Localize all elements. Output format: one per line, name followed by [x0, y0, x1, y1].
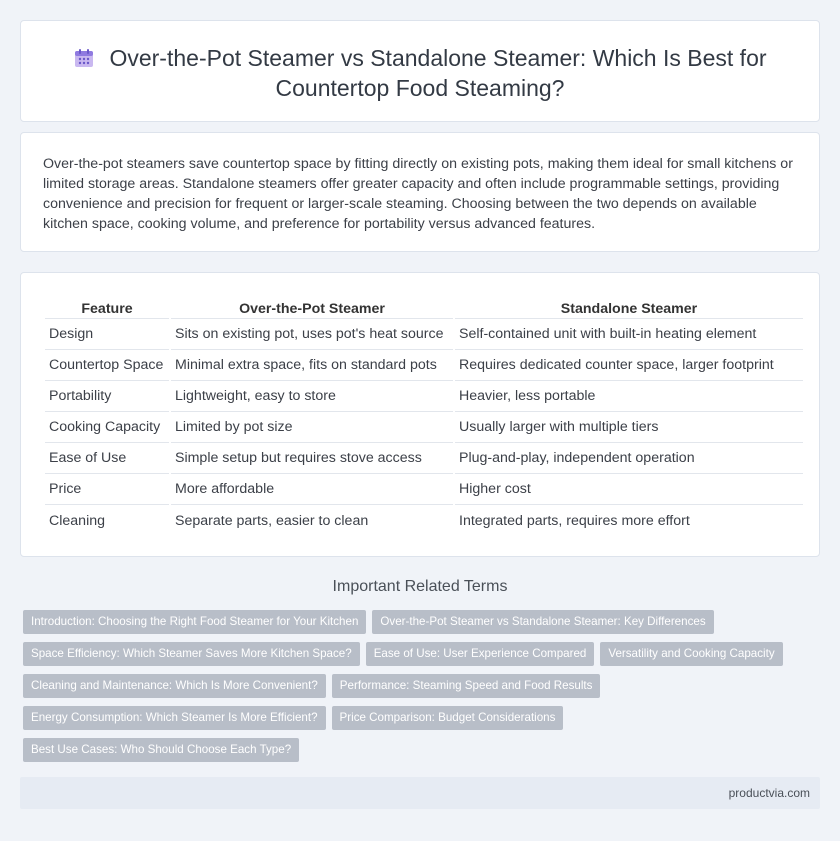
- cell-feature: Countertop Space: [45, 350, 169, 381]
- cell-feature: Design: [45, 319, 169, 350]
- cell-standalone: Heavier, less portable: [455, 381, 803, 412]
- comparison-table-card: [20, 272, 820, 557]
- cell-feature: Ease of Use: [45, 443, 169, 474]
- calendar-icon: [73, 46, 95, 68]
- footer-site-link[interactable]: productvia.com: [728, 786, 810, 800]
- cell-over-the-pot: Lightweight, easy to store: [171, 381, 453, 412]
- table-row: [45, 412, 803, 443]
- page-title-text: Over-the-Pot Steamer vs Standalone Steamer: Which Is Best for Countertop Food Steaming?: [109, 45, 767, 101]
- related-tag[interactable]: Over-the-Pot Steamer vs Standalone Steamer: Key Differences: [372, 610, 713, 634]
- related-tag[interactable]: Cleaning and Maintenance: Which Is More Convenient?: [23, 674, 326, 698]
- related-tag[interactable]: Space Efficiency: Which Steamer Saves More Kitchen Space?: [23, 642, 360, 666]
- related-tag[interactable]: Price Comparison: Budget Considerations: [332, 706, 564, 730]
- tag-row: [23, 642, 823, 666]
- cell-feature: Price: [45, 474, 169, 505]
- tag-row: [23, 706, 823, 730]
- tag-row: [23, 610, 823, 634]
- header-card: [20, 20, 820, 122]
- intro-paragraph: Over-the-pot steamers save countertop space by fitting directly on existing pots, making them ideal for small kitchens or limited storage areas. Standalone steamers offer greater capacity and often include programmable settings, providing convenience and precision for frequent or larger-scale steaming. Choosing between the two depends on available kitchen space, cooking volume, and preference for portability versus advanced features.: [43, 156, 793, 232]
- related-tag[interactable]: Introduction: Choosing the Right Food Steamer for Your Kitchen: [23, 610, 366, 634]
- related-tag[interactable]: Energy Consumption: Which Steamer Is More Efficient?: [23, 706, 326, 730]
- related-tag[interactable]: Ease of Use: User Experience Compared: [366, 642, 595, 666]
- tag-row: [23, 738, 823, 762]
- header-over-the-pot: Over-the-Pot Steamer: [171, 295, 453, 319]
- cell-over-the-pot: More affordable: [171, 474, 453, 505]
- related-tag[interactable]: Versatility and Cooking Capacity: [600, 642, 782, 666]
- related-terms-heading: Important Related Terms: [332, 578, 508, 595]
- cell-feature: Portability: [45, 381, 169, 412]
- table-row: [45, 350, 803, 381]
- intro-card: [20, 132, 820, 252]
- table-header-row: [45, 295, 803, 319]
- table-row: [45, 381, 803, 412]
- table-row: [45, 319, 803, 350]
- cell-standalone: Self-contained unit with built-in heating element: [455, 319, 803, 350]
- related-tag[interactable]: Performance: Steaming Speed and Food Results: [332, 674, 601, 698]
- page-title: [61, 43, 779, 103]
- cell-over-the-pot: Simple setup but requires stove access: [171, 443, 453, 474]
- cell-over-the-pot: Minimal extra space, fits on standard pots: [171, 350, 453, 381]
- footer: [20, 777, 820, 809]
- cell-standalone: Plug-and-play, independent operation: [455, 443, 803, 474]
- header-feature: Feature: [45, 295, 169, 319]
- cell-over-the-pot: Separate parts, easier to clean: [175, 512, 369, 529]
- tag-row: [23, 674, 823, 698]
- cell-standalone: Integrated parts, requires more effort: [459, 512, 690, 529]
- cell-standalone: Usually larger with multiple tiers: [455, 412, 803, 443]
- cell-over-the-pot: Sits on existing pot, uses pot's heat source: [171, 319, 453, 350]
- table-row: [45, 443, 803, 474]
- related-tags: [23, 610, 823, 770]
- cell-standalone: Requires dedicated counter space, larger footprint: [455, 350, 803, 381]
- cell-feature: Cleaning: [49, 512, 106, 529]
- table-row: [45, 505, 803, 536]
- comparison-table: [43, 295, 805, 536]
- table-row: [45, 474, 803, 505]
- cell-feature: Cooking Capacity: [45, 412, 169, 443]
- header-standalone: Standalone Steamer: [455, 295, 803, 319]
- cell-standalone: Higher cost: [455, 474, 803, 505]
- cell-over-the-pot: Limited by pot size: [171, 412, 453, 443]
- related-tag[interactable]: Best Use Cases: Who Should Choose Each Type?: [23, 738, 299, 762]
- title-wrap: [21, 43, 819, 103]
